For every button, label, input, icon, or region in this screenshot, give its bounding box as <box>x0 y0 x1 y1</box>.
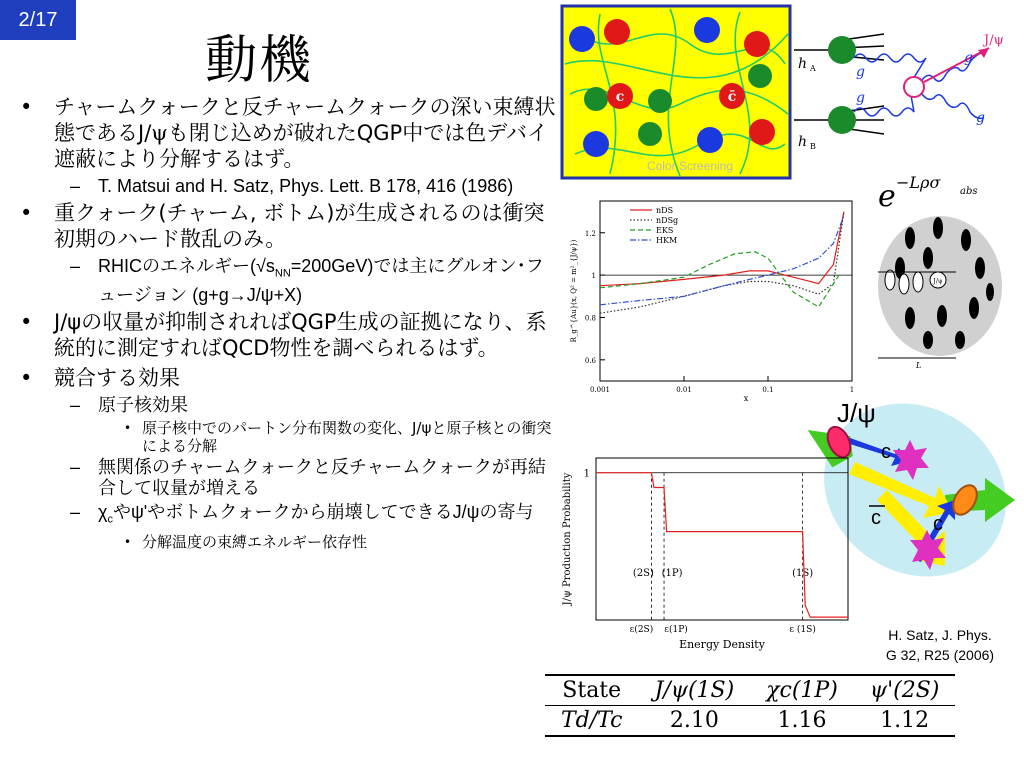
legend-label: EKS <box>656 226 674 235</box>
bullet-heavy-quark: • 重クォーク(チャーム, ボトム)が生成されるのは衝突初期のハード散乱のみ。 <box>12 200 560 252</box>
dissociation-temperature-table <box>545 674 955 737</box>
charm-label: c <box>615 89 625 105</box>
y-tick-label: 1 <box>583 468 590 480</box>
gluon-label: g <box>856 90 865 106</box>
x-tick-label: ε(1P) <box>664 625 688 635</box>
gluon-label: g <box>964 50 973 66</box>
x-tick-label: 0.001 <box>589 386 611 394</box>
x-tick-label: ε(2S) <box>629 625 654 635</box>
jpsi-recomb-label: J/ψ <box>837 400 876 428</box>
y-tick-label: 1 <box>591 272 596 281</box>
citation-line: H. Satz, J. Phys. <box>888 627 992 643</box>
subsubbullet-pdf: • 原子核中でのパートン分布関数の変化、J/ψと原子核との衝突による分解 <box>12 419 560 455</box>
subbullet-nuclear-effects: – 原子核効果 <box>12 395 560 416</box>
subsubbullet-binding: • 分解温度の束縛エネルギー依存性 <box>12 533 560 551</box>
probability-curve <box>596 473 848 617</box>
citation-line: G 32, R25 (2006) <box>885 647 995 663</box>
hadron-a-sub: A <box>810 64 816 73</box>
threshold-label: (1P) <box>661 568 683 579</box>
bullet-suppression: • J/ψの収量が抑制されればQGP生成の証拠になり、系統的に測定すればQCD物性を調べられるはず。 <box>12 309 560 361</box>
threshold-label: (1S) <box>792 568 814 579</box>
bullet-competing-effects: • 競合する効果 <box>12 365 560 391</box>
bullet-list <box>12 94 560 553</box>
jpsi-label: J/ψ <box>984 33 1004 48</box>
bullet-text: も閉じ込めが破れたQGP中では色デバイ遮蔽により分解するはず。 <box>54 121 548 171</box>
gluon-label: g <box>976 110 985 126</box>
y-tick-label: 0.8 <box>584 314 596 323</box>
y-axis-label: R_g^{Au}(x, Q² = m²_{J/ψ}) <box>570 239 578 343</box>
table-row-label: Td/Tc <box>545 706 638 737</box>
x-tick-label: ε (1S) <box>789 625 816 635</box>
legend-label: nDS <box>656 206 674 215</box>
subbullet-feeddown <box>12 502 560 531</box>
table-header: State <box>545 675 638 706</box>
slide-number: 2/17 <box>0 0 76 40</box>
y-tick-label: 1.2 <box>584 229 596 238</box>
table-header-row <box>545 675 955 706</box>
citation <box>860 625 1020 665</box>
plot-frame <box>596 458 848 620</box>
hadron-a-label: h <box>798 56 808 72</box>
chi-symbol: χ <box>98 501 108 522</box>
table-header: ψ'(2S) <box>854 675 956 706</box>
length-label: L <box>916 361 922 368</box>
hadron-b-sub: B <box>810 142 816 151</box>
x-axis-label: Energy Density <box>679 638 765 651</box>
chi-subscript: c <box>107 513 113 526</box>
color-screening-label: Color Screening <box>646 159 734 173</box>
plot-frame <box>600 201 852 381</box>
series-line-HKM <box>600 216 844 305</box>
threshold-label: (2S) <box>632 568 654 579</box>
table-header: χc(1P) <box>750 675 854 706</box>
slide-title: 動機 <box>205 31 314 91</box>
rhic-text: =200GeV)では主にグルオン･フュージョン (g+g→J/ψ+X) <box>98 256 544 305</box>
y-tick-label: 0.6 <box>584 356 596 365</box>
table-header: J/ψ(1S) <box>638 675 750 706</box>
legend-label: nDSg <box>656 216 679 225</box>
subbullet-recombination: – 無関係のチャームクォークと反チャームクォークが再結合して収量が増える <box>12 457 560 499</box>
x-tick-label: 0.1 <box>762 386 774 394</box>
rhic-text: RHICのエネルギー(√s <box>98 256 275 276</box>
table-cell: 2.10 <box>638 706 750 737</box>
inner-jpsi-label: J/ψ <box>933 278 943 285</box>
nuclear-absorption-figure <box>870 168 1020 368</box>
series-line-nDS <box>600 212 844 286</box>
production-probability-chart <box>556 452 856 662</box>
psi-symbol: ψ <box>151 121 168 145</box>
bullet-text: チャームクォークと反チャームクォークの深い束縛状態であるJ/ <box>54 95 556 145</box>
formula-exponent: −Lρσ <box>896 173 941 192</box>
subbullet-reference: – T. Matsui and H. Satz, Phys. Lett. B 178, 416 (1986) <box>12 176 560 197</box>
charm-label-2: c <box>933 513 943 535</box>
table-cell: 1.16 <box>750 706 854 737</box>
y-axis-label: J/ψ Production Probability <box>562 472 573 606</box>
anticharm-label: c <box>871 507 881 529</box>
table-row <box>545 706 955 737</box>
gluon-shadowing-chart <box>560 195 860 405</box>
x-axis-label: x <box>743 394 749 403</box>
nn-subscript: NN <box>274 267 291 280</box>
feeddown-text: やψ'やボトムクォークから崩壊してできるJ/ψの寄与 <box>112 501 534 522</box>
gluon-fusion-diagram <box>794 20 1020 160</box>
legend-label: HKM <box>656 236 678 245</box>
subbullet-rhic <box>12 256 560 306</box>
anticharm-label: c̄ <box>727 89 737 105</box>
formula-subscript: abs <box>960 186 978 197</box>
hadron-b-label: h <box>798 134 808 150</box>
x-tick-label: 0.01 <box>676 386 692 394</box>
charm-label: c <box>881 441 891 463</box>
table-cell: 1.12 <box>854 706 956 737</box>
formula-base: e <box>878 179 896 214</box>
gluon-label: g <box>856 64 865 80</box>
x-tick-label: 1 <box>849 386 855 394</box>
color-screening-figure <box>560 4 792 180</box>
bullet-qgp-dissociation <box>12 94 560 172</box>
